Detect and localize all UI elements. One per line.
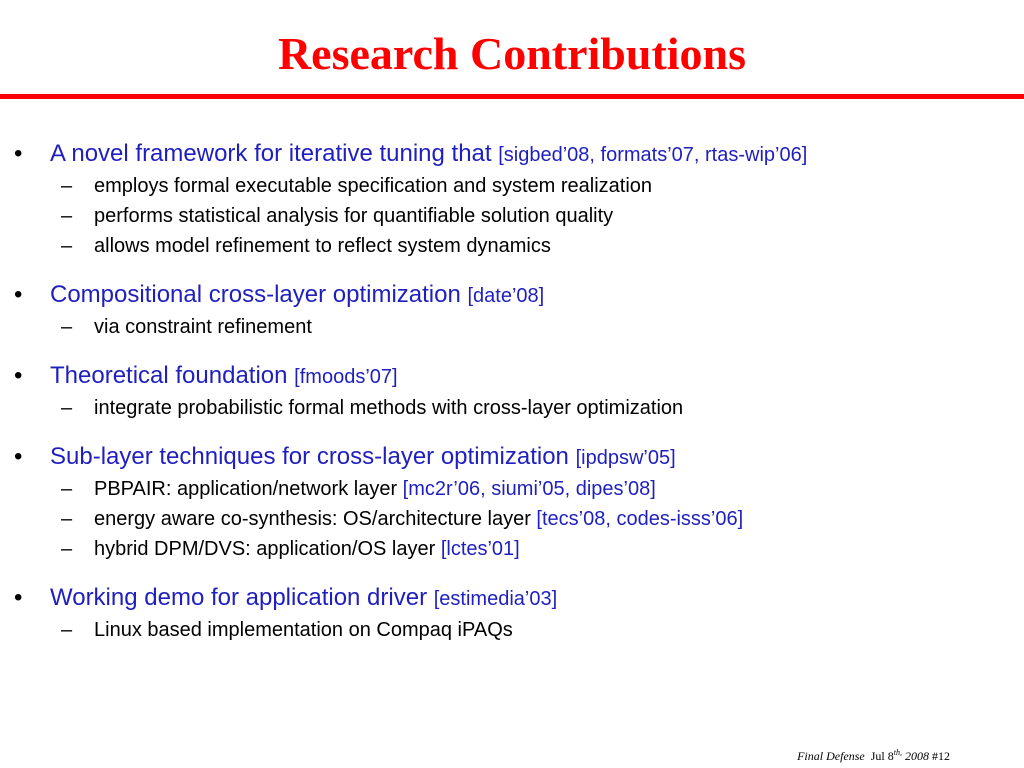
bullet-item [0, 138, 1024, 261]
dash-icon: – [61, 316, 73, 338]
bullet-item [0, 279, 1024, 342]
footer-label: Final Defense [797, 749, 865, 763]
bullet-text: Sub-layer techniques for cross-layer optimization [50, 443, 569, 470]
sub-bullet-text: integrate probabilistic formal methods with cross-layer optimization [94, 397, 684, 419]
dash-icon: – [61, 235, 73, 257]
page-number: #12 [932, 749, 950, 763]
sub-bullet-text: Linux based implementation on Compaq iPAQs [94, 619, 513, 641]
sub-bullet-text: PBPAIR: application/network layer [94, 478, 398, 500]
dash-icon: – [61, 205, 73, 227]
bullet-icon: • [14, 140, 23, 167]
bullet-icon: • [14, 584, 23, 611]
slide-footer [797, 748, 950, 764]
bullet-list [0, 138, 1024, 663]
dash-icon: – [61, 478, 73, 500]
bullet-citation: [sigbed’08, formats’07, rtas-wip’06] [498, 144, 808, 166]
sub-bullet-text: energy aware co-synthesis: OS/architecture layer [94, 508, 531, 530]
sub-bullet-text: hybrid DPM/DVS: application/OS layer [94, 538, 436, 560]
sub-bullet-text: performs statistical analysis for quantifiable solution quality [94, 205, 614, 227]
bullet-item [0, 441, 1024, 564]
footer-year: 2008 [905, 749, 929, 763]
sub-bullet-text: employs formal executable specification and system realization [94, 175, 653, 197]
bullet-item [0, 360, 1024, 423]
bullet-text: A novel framework for iterative tuning that [50, 140, 492, 167]
bullet-citation: [ipdpsw’05] [575, 447, 676, 469]
dash-icon: – [61, 397, 73, 419]
sub-bullet-citation: [lctes’01] [440, 538, 520, 560]
dash-icon: – [61, 538, 73, 560]
bullet-text: Theoretical foundation [50, 362, 288, 389]
sub-bullet-citation: [mc2r’06, siumi’05, dipes’08] [402, 478, 656, 500]
sub-bullet-citation: [tecs’08, codes-isss’06] [536, 508, 744, 530]
bullet-citation: [estimedia’03] [433, 588, 558, 610]
footer-date: Jul 8 [870, 749, 894, 763]
bullet-text: Working demo for application driver [50, 584, 428, 611]
dash-icon: – [61, 508, 73, 530]
bullet-text: Compositional cross-layer optimization [50, 281, 461, 308]
sub-bullet-text: allows model refinement to reflect system dynamics [94, 235, 551, 257]
bullet-item [0, 582, 1024, 645]
bullet-citation: [date’08] [467, 285, 545, 307]
bullet-citation: [fmoods’07] [294, 366, 398, 388]
dash-icon: – [61, 619, 73, 641]
sub-bullet-text: via constraint refinement [94, 316, 312, 338]
slide-title: Research Contributions [277, 28, 747, 79]
title-underline [0, 94, 1024, 99]
footer-date-suffix: th, [893, 748, 902, 757]
bullet-icon: • [14, 281, 23, 308]
bullet-icon: • [14, 443, 23, 470]
dash-icon: – [61, 175, 73, 197]
bullet-icon: • [14, 362, 23, 389]
